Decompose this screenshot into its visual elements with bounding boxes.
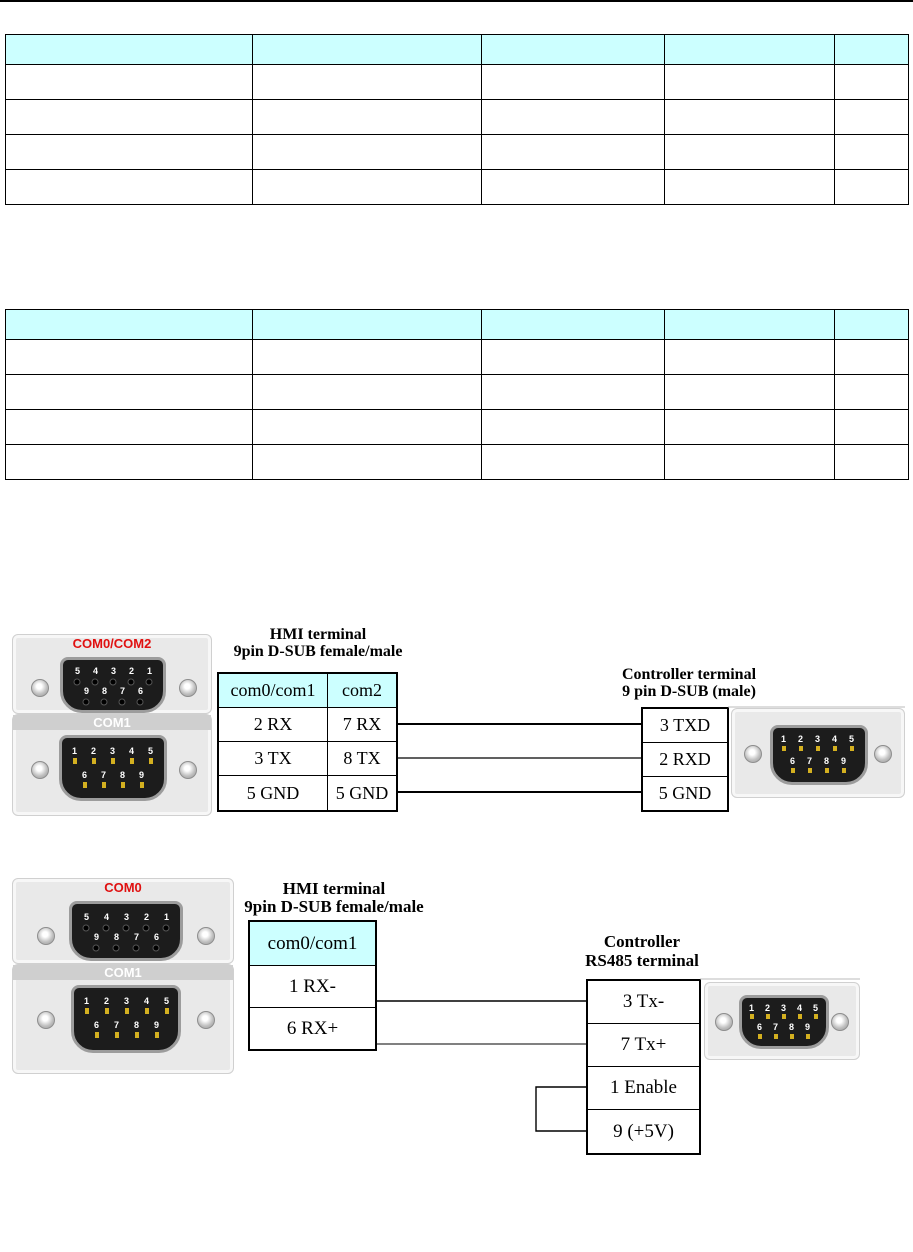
pin-label: 7 xyxy=(773,1022,779,1032)
pin-label: 6 xyxy=(138,686,144,696)
controller-pin-cell: 3 TXD xyxy=(642,708,728,743)
connector-label: COM0 xyxy=(104,880,142,895)
pin-label: 1 xyxy=(749,1003,755,1013)
pin-label: 8 xyxy=(134,1020,140,1030)
hmi-pin-cell: 5 GND xyxy=(218,775,328,811)
hmi-heading-line1: HMI terminal xyxy=(282,879,386,898)
pin-label: 3 xyxy=(815,734,821,744)
pin-label: 5 xyxy=(813,1003,819,1013)
connector-label: COM1 xyxy=(13,965,233,980)
pin-label: 9 xyxy=(154,1020,160,1030)
pin-label: 8 xyxy=(120,770,126,780)
pin-label: 7 xyxy=(134,932,140,942)
pin-label: 8 xyxy=(102,686,108,696)
hmi-pin-cell: 1 RX- xyxy=(249,965,376,1008)
hmi-col-header: com0/com1 xyxy=(249,921,376,966)
pin-label: 4 xyxy=(93,666,99,676)
pin-label: 1 xyxy=(147,666,153,676)
hmi-heading-line2: 9pin D-SUB female/male xyxy=(244,897,424,916)
pin-label: 2 xyxy=(104,996,110,1006)
pin-label: 9 xyxy=(94,932,100,942)
pin-label: 6 xyxy=(82,770,88,780)
pin-label: 3 xyxy=(111,666,117,676)
pin-label: 2 xyxy=(129,666,135,676)
pin-label: 4 xyxy=(104,912,110,922)
hmi-col2-header: com2 xyxy=(327,673,397,708)
pin-label: 9 xyxy=(84,686,90,696)
pin-label: 5 xyxy=(84,912,90,922)
pin-label: 1 xyxy=(72,746,78,756)
pin-label: 8 xyxy=(789,1022,795,1032)
wire-enable-jumper xyxy=(536,1087,586,1131)
hmi-heading-line1: HMI terminal xyxy=(269,626,367,643)
hmi-heading-line2: 9pin D-SUB female/male xyxy=(233,643,403,660)
pin-label: 8 xyxy=(114,932,120,942)
controller-pin-cell: 1 Enable xyxy=(587,1066,700,1110)
pin-label: 6 xyxy=(94,1020,100,1030)
pin-label: 8 xyxy=(824,756,830,766)
controller-pin-cell: 5 GND xyxy=(642,776,728,811)
pin-label: 6 xyxy=(790,756,796,766)
pin-label: 3 xyxy=(124,912,130,922)
pin-label: 2 xyxy=(91,746,97,756)
pin-label: 2 xyxy=(798,734,804,744)
controller-pin-cell: 9 (+5V) xyxy=(587,1109,700,1154)
connector-label: COM0/COM2 xyxy=(72,636,152,651)
connector-label: COM1 xyxy=(13,715,211,730)
pin-label: 4 xyxy=(797,1003,803,1013)
pin-label: 2 xyxy=(144,912,150,922)
controller-heading-line1: Controller terminal xyxy=(621,666,757,683)
pin-label: 3 xyxy=(124,996,130,1006)
pin-label: 4 xyxy=(832,734,838,744)
hmi-pin-cell: 8 TX xyxy=(327,741,397,776)
pin-label: 9 xyxy=(805,1022,811,1032)
controller-pin-cell: 2 RXD xyxy=(642,742,728,777)
hmi-pin-cell: 3 TX xyxy=(218,741,328,776)
pin-label: 9 xyxy=(139,770,145,780)
pin-label: 1 xyxy=(164,912,170,922)
controller-pin-cell: 3 Tx- xyxy=(587,980,700,1024)
hmi-col1-header: com0/com1 xyxy=(218,673,328,708)
hmi-pin-cell: 6 RX+ xyxy=(249,1007,376,1050)
controller-pin-cell: 7 Tx+ xyxy=(587,1023,700,1067)
hmi-pin-cell: 5 GND xyxy=(327,775,397,811)
pin-label: 6 xyxy=(154,932,160,942)
pin-label: 4 xyxy=(144,996,150,1006)
pin-label: 7 xyxy=(807,756,813,766)
pin-label: 3 xyxy=(781,1003,787,1013)
pin-label: 7 xyxy=(120,686,126,696)
pin-label: 1 xyxy=(781,734,787,744)
pin-label: 1 xyxy=(84,996,90,1006)
pin-label: 7 xyxy=(101,770,107,780)
pin-label: 5 xyxy=(849,734,855,744)
pin-label: 4 xyxy=(129,746,135,756)
pin-label: 5 xyxy=(75,666,81,676)
controller-heading-line2: 9 pin D-SUB (male) xyxy=(622,683,756,700)
pin-label: 6 xyxy=(757,1022,763,1032)
pin-label: 5 xyxy=(148,746,154,756)
pin-label: 5 xyxy=(164,996,170,1006)
hmi-pin-cell: 2 RX xyxy=(218,707,328,742)
hmi-pin-cell: 7 RX xyxy=(327,707,397,742)
pin-label: 9 xyxy=(841,756,847,766)
pin-label: 2 xyxy=(765,1003,771,1013)
pin-label: 7 xyxy=(114,1020,120,1030)
controller-heading-line1: Controller xyxy=(603,932,681,951)
controller-heading-line2: RS485 terminal xyxy=(585,951,699,970)
pin-label: 3 xyxy=(110,746,116,756)
